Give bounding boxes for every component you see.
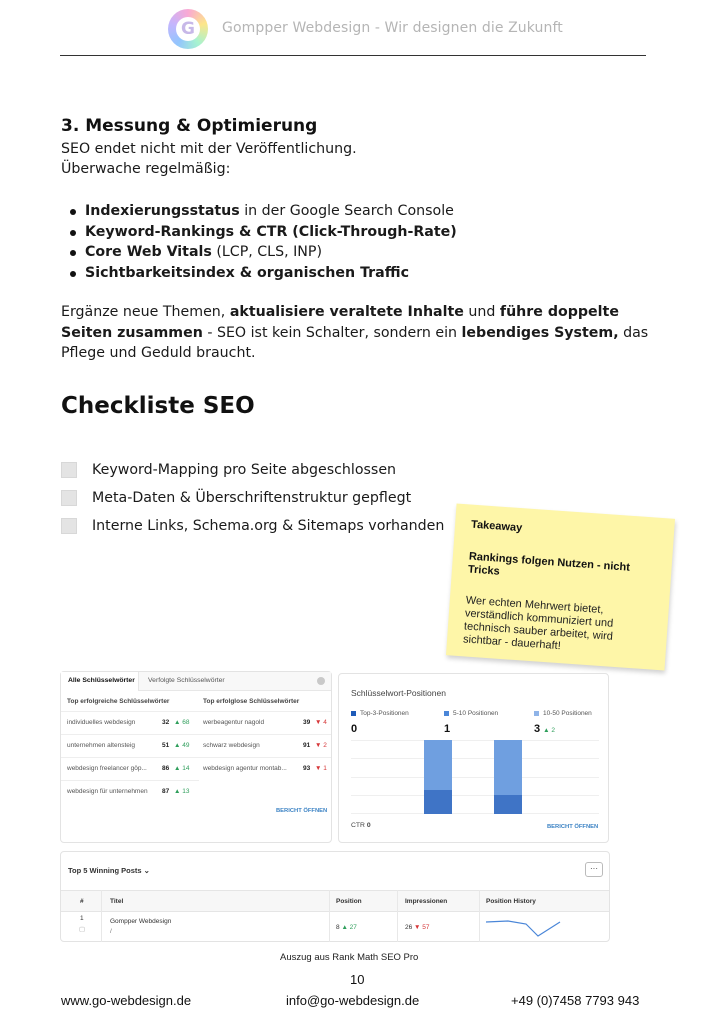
takeaway-note xyxy=(446,504,675,671)
open-report-link[interactable]: BERICHT ÖFFNEN xyxy=(547,824,599,830)
logo-letter: G xyxy=(176,17,200,41)
tab-all-keywords[interactable]: Alle Schlüsselwörter xyxy=(68,677,135,684)
list-item: Indexierungsstatus in der Google Search Console xyxy=(68,201,457,222)
list-item: Keyword-Rankings & CTR (Click-Through-Rate) xyxy=(68,222,457,243)
top3-count: 0 xyxy=(351,723,358,735)
legend-5-10: 5-10 Positionen xyxy=(444,710,498,717)
winning-posts-dropdown[interactable]: Top 5 Winning Posts ⌄ xyxy=(68,866,150,875)
pos10-50-count: 3 ▲ 2 xyxy=(534,723,555,735)
keyword-tabs xyxy=(61,672,331,691)
table-row: individuelles webdesign 32 ▲ 68 xyxy=(61,711,199,733)
impressions-value: 26 ▼ 57 xyxy=(405,924,430,931)
note-title: Takeaway xyxy=(470,518,523,535)
checklist-title: Checkliste SEO xyxy=(61,393,255,419)
screenshot-caption: Auszug aus Rank Math SEO Pro xyxy=(280,952,419,963)
table-row: webdesign für unternehmen 87 ▲ 13 xyxy=(61,780,199,802)
table-row: webdesign agentur montab... 93 ▼ 1 xyxy=(197,757,331,779)
table-row: werbeagentur nagold 39 ▼ 4 xyxy=(197,711,331,733)
open-report-link[interactable]: BERICHT ÖFFNEN xyxy=(276,808,328,814)
more-options-button[interactable]: ··· xyxy=(585,862,603,877)
table-row: unternehmen altensteig 51 ▲ 49 xyxy=(61,734,199,756)
checklist-label: Meta-Daten & Überschriftenstruktur gepflegt xyxy=(92,490,412,506)
page-header xyxy=(60,0,646,56)
list-item: Core Web Vitals (LCP, CLS, INP) xyxy=(68,242,457,263)
post-icon: ▢ xyxy=(79,926,86,933)
header-title: Gompper Webdesign - Wir designen die Zukunft xyxy=(222,20,563,36)
footer-phone: +49 (0)7458 7793 943 xyxy=(511,993,640,1008)
checklist-label: Interne Links, Schema.org & Sitemaps vorhanden xyxy=(92,518,445,534)
flop-keywords-heading: Top erfolglose Schlüsselwörter xyxy=(203,698,300,705)
help-icon[interactable] xyxy=(317,677,325,685)
ctr-readout: CTR 0 xyxy=(351,822,371,829)
winning-posts-panel xyxy=(60,851,610,942)
checkbox[interactable] xyxy=(61,490,77,506)
bar-2 xyxy=(494,740,522,814)
row-number: 1 xyxy=(80,915,84,922)
position-history-sparkline xyxy=(486,914,562,938)
legend-top3: Top-3-Positionen xyxy=(351,710,409,717)
bar-1 xyxy=(424,740,452,814)
optimization-paragraph: Ergänze neue Themen, aktualisiere veraltete Inhalte und führe doppelte Seiten zusammen - SEO ist kein Schalter, sondern ein lebendiges System, das Pflege und Geduld braucht. xyxy=(61,304,649,361)
note-subtitle: Rankings folgen Nutzen - nicht Tricks xyxy=(467,550,631,578)
chevron-down-icon: ⌄ xyxy=(143,866,150,875)
pos5-10-count: 1 xyxy=(444,723,451,735)
checkbox[interactable] xyxy=(61,518,77,534)
company-logo xyxy=(168,9,208,49)
table-header: # Titel Position Impressionen Position History xyxy=(61,890,609,912)
post-path: / xyxy=(110,928,112,935)
page-number: 10 xyxy=(350,972,365,987)
note-body: Wer echten Mehrwert bietet, verständlich kommuniziert und technisch sauber arbeitet, wird sichtbar - dauerhaft! xyxy=(462,594,614,653)
legend-10-50: 10-50 Positionen xyxy=(534,710,592,717)
table-row: schwarz webdesign 91 ▼ 2 xyxy=(197,734,331,756)
keywords-panel xyxy=(60,671,332,843)
section-intro-line-1: SEO endet nicht mit der Veröffentlichung. xyxy=(61,141,357,157)
footer-email: info@go-webdesign.de xyxy=(286,993,420,1008)
positions-title: Schlüsselwort-Positionen xyxy=(351,688,446,698)
monitoring-list xyxy=(68,201,457,283)
checklist-label: Keyword-Mapping pro Seite abgeschlossen xyxy=(92,462,397,478)
legend-swatch xyxy=(444,711,449,716)
section-intro-line-2: Überwache regelmäßig: xyxy=(61,161,231,177)
section-heading: 3. Messung & Optimierung xyxy=(61,116,318,136)
positions-bar-chart xyxy=(351,740,599,814)
post-title-link[interactable]: Gompper Webdesign xyxy=(110,918,172,925)
footer-website: www.go-webdesign.de xyxy=(61,993,192,1008)
list-item: Sichtbarkeitsindex & organischen Traffic xyxy=(68,263,457,284)
table-row: webdesign freelancer göp... 86 ▲ 14 xyxy=(61,757,199,779)
tab-tracked-keywords[interactable]: Verfolgte Schlüsselwörter xyxy=(148,677,225,684)
keyword-positions-panel xyxy=(338,673,609,843)
checkbox[interactable] xyxy=(61,462,77,478)
top-keywords-heading: Top erfolgreiche Schlüsselwörter xyxy=(67,698,170,705)
legend-swatch xyxy=(351,711,356,716)
legend-swatch xyxy=(534,711,539,716)
position-value: 8 ▲ 27 xyxy=(336,924,357,931)
